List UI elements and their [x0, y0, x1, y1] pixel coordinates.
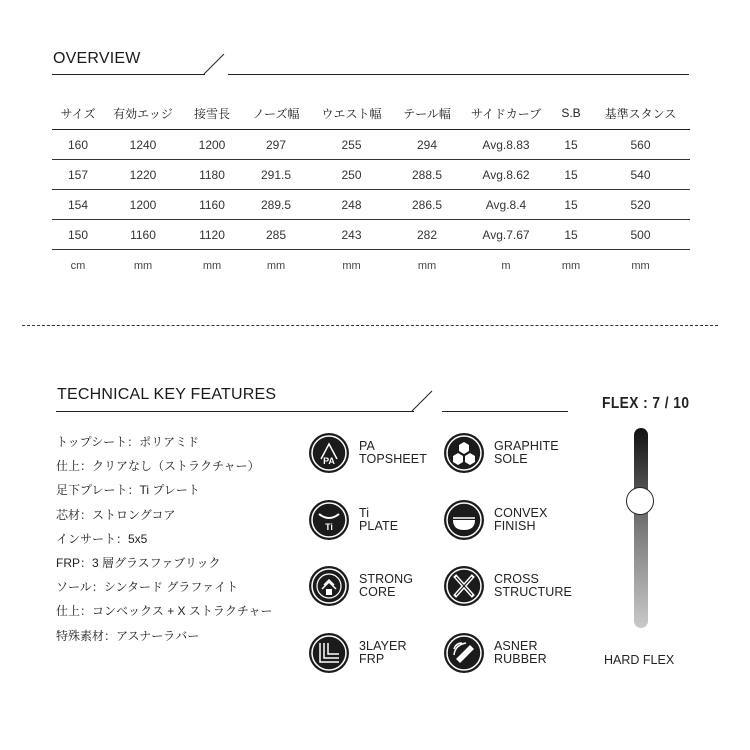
- table-row: [52, 130, 690, 160]
- feature-label-line2: CORE: [359, 585, 396, 599]
- table-cell: 294: [416, 137, 438, 152]
- feature-cross-structure: [444, 566, 572, 606]
- unit-cell: m: [501, 260, 511, 272]
- overview-title: OVERVIEW: [53, 50, 141, 67]
- table-cell: 1240: [129, 137, 157, 152]
- feature-label-line1: 3LAYER: [359, 638, 407, 653]
- feature-asner-rubber: [444, 633, 547, 673]
- pa-icon-text: PA: [323, 456, 335, 466]
- table-cell: 560: [630, 137, 651, 152]
- col-tail-header: テール幅: [403, 106, 451, 121]
- table-cell: 1220: [129, 167, 157, 182]
- feature-pa-topsheet: [309, 433, 427, 473]
- unit-cell: mm: [561, 260, 581, 272]
- feature-3layer-frp: [309, 633, 407, 673]
- table-cell: Avg.8.62: [482, 167, 530, 182]
- col-edge-header: 有効エッジ: [113, 106, 173, 121]
- list-item: FRP：3 層グラスファブリック: [56, 555, 221, 570]
- strong-core-icon: [309, 566, 349, 606]
- feature-label-line2: SOLE: [494, 452, 528, 466]
- flex-rating-label: FLEX : 7 / 10: [602, 395, 690, 412]
- col-contact-header: 接雪長: [193, 106, 230, 121]
- col-nose-header: ノーズ幅: [252, 106, 300, 121]
- table-cell: 243: [341, 227, 362, 242]
- feature-label-line2: PLATE: [359, 519, 399, 533]
- ti-plate-icon: [309, 500, 349, 540]
- col-size-header: サイズ: [60, 106, 96, 121]
- technical-rule: [442, 411, 568, 412]
- table-row: [52, 190, 690, 220]
- feature-list: [56, 433, 273, 651]
- feature-strong-core: [309, 566, 413, 606]
- overview-underline: [52, 74, 205, 75]
- table-cell: 285: [265, 227, 287, 242]
- unit-cell: cm: [70, 260, 86, 272]
- table-cell: 297: [265, 137, 287, 152]
- unit-cell: mm: [202, 260, 222, 272]
- table-cell: 157: [67, 167, 89, 182]
- table-cell: 15: [564, 227, 578, 242]
- table-row: [52, 160, 690, 190]
- pa-topsheet-icon: [309, 433, 349, 473]
- table-cell: 1160: [130, 227, 156, 242]
- convex-finish-icon: [444, 500, 484, 540]
- col-waist-header: ウエスト幅: [321, 106, 382, 121]
- table-cell: 15: [564, 137, 578, 152]
- table-cell: 540: [630, 167, 651, 182]
- table-cell: 1180: [199, 167, 225, 182]
- col-sb-header: S.B: [561, 106, 581, 120]
- units-row: [52, 250, 690, 283]
- table-cell: Avg.8.83: [482, 137, 530, 152]
- table-cell: 286.5: [411, 197, 443, 212]
- overview-slash: [200, 50, 230, 80]
- table-cell: 154: [67, 197, 89, 212]
- table-cell: 248: [341, 197, 362, 212]
- unit-cell: mm: [342, 260, 361, 272]
- list-item: インサート：5x5: [56, 531, 148, 546]
- table-cell: 288.5: [411, 167, 443, 182]
- table-cell: 15: [564, 197, 578, 212]
- feature-label-line1: CROSS: [494, 571, 539, 586]
- list-item: 特殊素材：アスナーラバー: [56, 628, 200, 643]
- table-cell: 282: [416, 227, 438, 242]
- flex-slider-knob: [626, 487, 654, 515]
- technical-title: TECHNICAL KEY FEATURES: [57, 386, 277, 403]
- feature-label-line1: STRONG: [359, 571, 414, 586]
- unit-cell: mm: [266, 260, 286, 272]
- list-item: 足下プレート：Ti プレート: [56, 483, 200, 498]
- table-cell: 520: [630, 197, 651, 212]
- cross-structure-icon: [444, 566, 484, 606]
- unit-cell: mm: [417, 260, 437, 272]
- table-row: [52, 220, 690, 250]
- spec-table: [52, 97, 690, 282]
- overview-rule: [228, 74, 689, 75]
- feature-label-line2: RUBBER: [494, 652, 547, 666]
- technical-underline: [56, 411, 414, 412]
- table-cell: Avg.8.4: [485, 197, 527, 212]
- feature-ti-plate: [309, 500, 398, 540]
- feature-convex-finish: [444, 500, 547, 540]
- feature-graphite-sole: [444, 433, 559, 473]
- feature-label-line2: FINISH: [494, 519, 536, 533]
- list-item: 仕上：クリアなし（ストラクチャー）: [56, 459, 260, 474]
- unit-cell: mm: [631, 260, 650, 272]
- list-item: トップシート：ポリアミド: [56, 435, 200, 449]
- technical-slash: [408, 387, 438, 417]
- table-cell: 15: [564, 167, 578, 182]
- list-item: 仕上：コンベックス + X ストラクチャー: [56, 604, 273, 619]
- 3layer-frp-icon: [309, 633, 349, 673]
- table-cell: 291.5: [260, 167, 292, 182]
- asner-rubber-icon: [444, 633, 484, 673]
- feature-label-line2: TOPSHEET: [359, 452, 427, 466]
- table-cell: Avg.7.67: [482, 227, 530, 242]
- table-cell: 1160: [199, 197, 225, 212]
- spec-header-row: [52, 97, 690, 130]
- table-cell: 289.5: [260, 197, 292, 212]
- ti-icon-text: Ti: [325, 522, 333, 532]
- table-cell: 1200: [129, 197, 157, 212]
- col-sidecut-header: サイドカーブ: [470, 106, 542, 121]
- hard-flex-label: HARD FLEX: [604, 653, 675, 667]
- table-cell: 250: [341, 167, 362, 182]
- table-cell: 500: [630, 227, 651, 242]
- flex-slider-track: [634, 428, 648, 628]
- feature-label-line1: GRAPHITE: [494, 438, 559, 453]
- table-cell: 1120: [199, 227, 225, 242]
- list-item: 芯材：ストロングコア: [56, 507, 176, 522]
- list-item: ソール：シンタード グラファイト: [56, 580, 239, 595]
- feature-label-line1: CONVEX: [494, 505, 548, 520]
- section-divider: [22, 325, 718, 326]
- table-cell: 1200: [198, 137, 226, 152]
- feature-label-line1: PA: [359, 438, 375, 453]
- feature-label-line1: Ti: [359, 505, 370, 520]
- table-cell: 255: [341, 137, 362, 152]
- feature-label-line1: ASNER: [494, 638, 538, 653]
- feature-label-line2: FRP: [359, 652, 385, 666]
- unit-cell: mm: [133, 260, 153, 272]
- graphite-sole-icon: [444, 433, 484, 473]
- table-cell: 150: [67, 227, 89, 242]
- col-stance-header: 基準スタンス: [604, 106, 677, 121]
- feature-label-line2: STRUCTURE: [494, 585, 572, 599]
- table-cell: 160: [67, 137, 89, 152]
